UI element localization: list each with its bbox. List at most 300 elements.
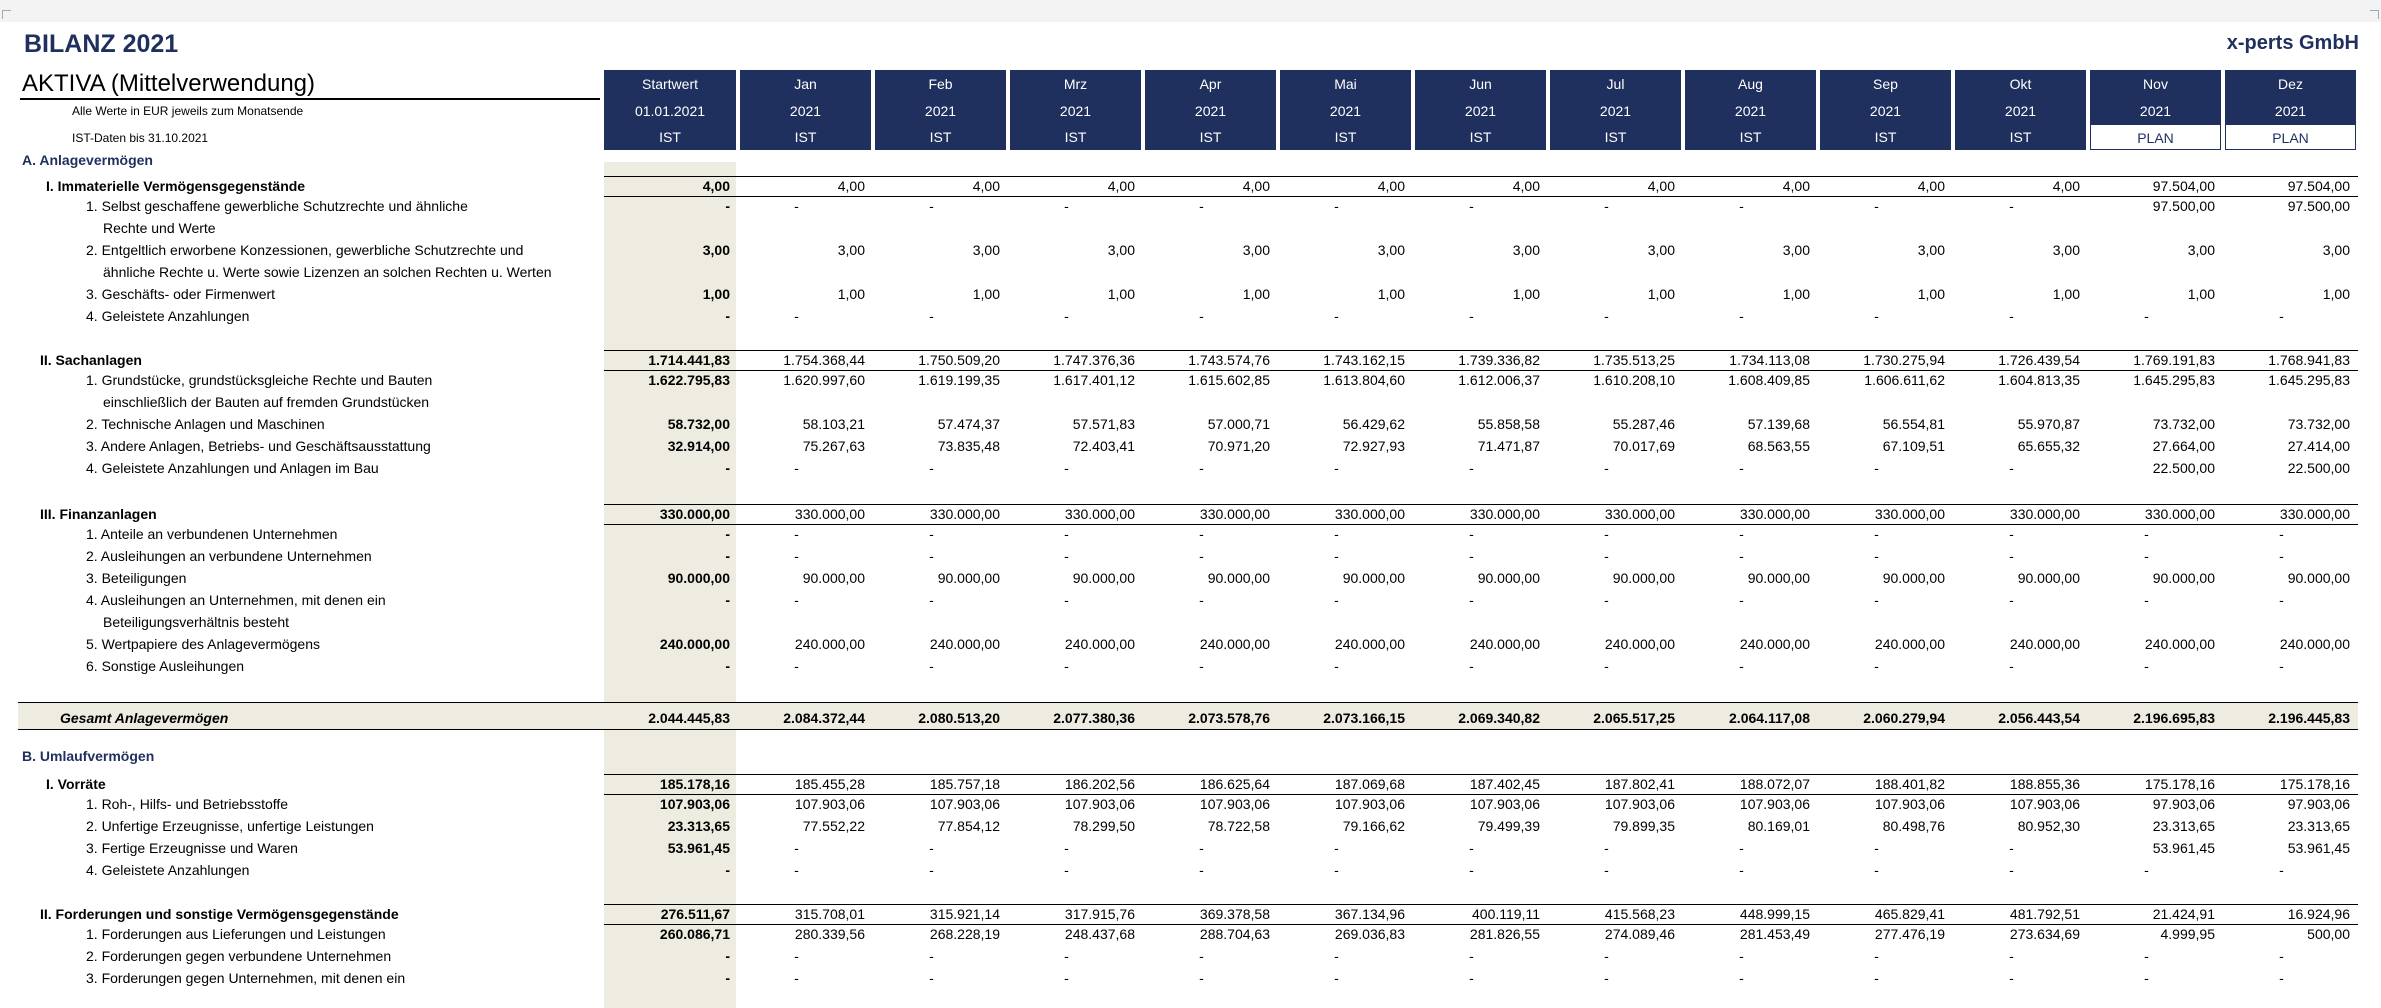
value-cell[interactable]: -: [1469, 198, 1474, 214]
value-cell[interactable]: -: [1874, 308, 1879, 324]
value-cell[interactable]: 240.000,00: [1604, 636, 1675, 652]
value-cell[interactable]: -: [1739, 948, 1744, 964]
value-cell[interactable]: -: [929, 658, 934, 674]
value-cell[interactable]: -: [1064, 592, 1069, 608]
value-cell[interactable]: 4,00: [1647, 178, 1675, 194]
value-cell[interactable]: 187.402,45: [1469, 776, 1540, 792]
value-cell[interactable]: 330.000,00: [659, 506, 730, 522]
value-cell[interactable]: 330.000,00: [929, 506, 1000, 522]
value-cell[interactable]: 1.620.997,60: [783, 372, 865, 388]
value-cell[interactable]: 240.000,00: [1739, 636, 1810, 652]
value-cell[interactable]: -: [1874, 948, 1879, 964]
value-cell[interactable]: 1.754.368,44: [783, 352, 865, 368]
value-cell[interactable]: 90.000,00: [1882, 570, 1945, 586]
value-cell[interactable]: 240.000,00: [929, 636, 1000, 652]
value-cell[interactable]: 107.903,06: [1334, 796, 1405, 812]
value-cell[interactable]: 77.854,12: [937, 818, 1000, 834]
value-cell[interactable]: 3,00: [972, 242, 1000, 258]
value-cell[interactable]: 1.730.275,94: [1863, 352, 1945, 368]
value-cell[interactable]: 1.750.509,20: [918, 352, 1000, 368]
value-cell[interactable]: -: [1874, 460, 1879, 476]
value-cell[interactable]: 57.571,83: [1072, 416, 1135, 432]
value-cell[interactable]: 240.000,00: [1199, 636, 1270, 652]
value-cell[interactable]: -: [1199, 658, 1204, 674]
value-cell[interactable]: -: [1874, 840, 1879, 856]
value-cell[interactable]: 4,00: [837, 178, 865, 194]
value-cell[interactable]: -: [1739, 862, 1744, 878]
value-cell[interactable]: -: [1874, 658, 1879, 674]
value-cell[interactable]: -: [1064, 198, 1069, 214]
value-cell[interactable]: -: [725, 308, 730, 324]
value-cell[interactable]: 3,00: [2187, 242, 2215, 258]
value-cell[interactable]: -: [1064, 548, 1069, 564]
value-cell[interactable]: -: [794, 592, 799, 608]
value-cell[interactable]: -: [1874, 526, 1879, 542]
value-cell[interactable]: -: [1739, 592, 1744, 608]
value-cell[interactable]: 188.072,07: [1739, 776, 1810, 792]
value-cell[interactable]: 330.000,00: [2279, 506, 2350, 522]
value-cell[interactable]: -: [929, 592, 934, 608]
value-cell[interactable]: 448.999,15: [1739, 906, 1810, 922]
value-cell[interactable]: -: [2009, 592, 2014, 608]
value-cell[interactable]: -: [1334, 198, 1339, 214]
value-cell[interactable]: 1,00: [2322, 286, 2350, 302]
value-cell[interactable]: 79.899,35: [1612, 818, 1675, 834]
value-cell[interactable]: 27.664,00: [2152, 438, 2215, 454]
value-cell[interactable]: 1,00: [2052, 286, 2080, 302]
value-cell[interactable]: 2.069.340,82: [1458, 710, 1540, 726]
value-cell[interactable]: -: [929, 308, 934, 324]
value-cell[interactable]: -: [1334, 460, 1339, 476]
value-cell[interactable]: 269.036,83: [1334, 926, 1405, 942]
value-cell[interactable]: 2.077.380,36: [1053, 710, 1135, 726]
value-cell[interactable]: 240.000,00: [2009, 636, 2080, 652]
value-cell[interactable]: 186.202,56: [1064, 776, 1135, 792]
value-cell[interactable]: 268.228,19: [929, 926, 1000, 942]
value-cell[interactable]: -: [1469, 460, 1474, 476]
value-cell[interactable]: -: [1064, 658, 1069, 674]
value-cell[interactable]: 56.554,81: [1882, 416, 1945, 432]
value-cell[interactable]: -: [1199, 840, 1204, 856]
value-cell[interactable]: 1.645.295,83: [2268, 372, 2350, 388]
value-cell[interactable]: 2.080.513,20: [918, 710, 1000, 726]
value-cell[interactable]: -: [2279, 526, 2284, 542]
value-cell[interactable]: 1.743.162,15: [1323, 352, 1405, 368]
value-cell[interactable]: 2.064.117,08: [1729, 710, 1810, 726]
value-cell[interactable]: 4,00: [1377, 178, 1405, 194]
value-cell[interactable]: 97.504,00: [2152, 178, 2215, 194]
value-cell[interactable]: 276.511,67: [660, 906, 730, 922]
value-cell[interactable]: 240.000,00: [2144, 636, 2215, 652]
value-cell[interactable]: 1,00: [837, 286, 865, 302]
value-cell[interactable]: 1.768.941,83: [2268, 352, 2350, 368]
value-cell[interactable]: 75.267,63: [802, 438, 865, 454]
value-cell[interactable]: 79.499,39: [1477, 818, 1540, 834]
value-cell[interactable]: 97.903,06: [2152, 796, 2215, 812]
value-cell[interactable]: 465.829,41: [1874, 906, 1945, 922]
value-cell[interactable]: 240.000,00: [1064, 636, 1135, 652]
value-cell[interactable]: -: [2279, 658, 2284, 674]
value-cell[interactable]: 22.500,00: [2287, 460, 2350, 476]
value-cell[interactable]: 188.855,36: [2009, 776, 2080, 792]
value-cell[interactable]: 1.612.006,37: [1458, 372, 1540, 388]
value-cell[interactable]: 1,00: [2187, 286, 2215, 302]
value-cell[interactable]: 55.287,46: [1612, 416, 1675, 432]
value-cell[interactable]: -: [929, 198, 934, 214]
value-cell[interactable]: 3,00: [1647, 242, 1675, 258]
value-cell[interactable]: 240.000,00: [1334, 636, 1405, 652]
value-cell[interactable]: 288.704,63: [1199, 926, 1270, 942]
value-cell[interactable]: -: [1874, 970, 1879, 986]
value-cell[interactable]: 55.858,58: [1477, 416, 1540, 432]
value-cell[interactable]: 369.378,58: [1199, 906, 1270, 922]
value-cell[interactable]: 53.961,45: [2152, 840, 2215, 856]
value-cell[interactable]: -: [794, 526, 799, 542]
value-cell[interactable]: -: [1064, 970, 1069, 986]
value-cell[interactable]: 175.178,16: [2144, 776, 2215, 792]
value-cell[interactable]: -: [1334, 526, 1339, 542]
value-cell[interactable]: 90.000,00: [1612, 570, 1675, 586]
value-cell[interactable]: 1.735.513,25: [1593, 352, 1675, 368]
value-cell[interactable]: -: [929, 862, 934, 878]
value-cell[interactable]: 78.299,50: [1072, 818, 1135, 834]
value-cell[interactable]: -: [929, 548, 934, 564]
value-cell[interactable]: -: [725, 862, 730, 878]
value-cell[interactable]: 277.476,19: [1874, 926, 1945, 942]
value-cell[interactable]: 187.069,68: [1334, 776, 1405, 792]
value-cell[interactable]: 1,00: [1242, 286, 1270, 302]
value-cell[interactable]: -: [2144, 526, 2149, 542]
value-cell[interactable]: 281.453,49: [1739, 926, 1810, 942]
value-cell[interactable]: 23.313,65: [667, 818, 730, 834]
value-cell[interactable]: 1,00: [1107, 286, 1135, 302]
value-cell[interactable]: -: [929, 840, 934, 856]
value-cell[interactable]: 330.000,00: [1874, 506, 1945, 522]
value-cell[interactable]: 317.915,76: [1064, 906, 1135, 922]
value-cell[interactable]: -: [1199, 526, 1204, 542]
value-cell[interactable]: 55.970,87: [2017, 416, 2080, 432]
value-cell[interactable]: 4,00: [1107, 178, 1135, 194]
value-cell[interactable]: -: [2009, 970, 2014, 986]
value-cell[interactable]: 1.714.441,83: [648, 352, 730, 368]
value-cell[interactable]: 58.103,21: [802, 416, 865, 432]
value-cell[interactable]: -: [1469, 548, 1474, 564]
value-cell[interactable]: 1.608.409,85: [1728, 372, 1810, 388]
value-cell[interactable]: 1,00: [1377, 286, 1405, 302]
value-cell[interactable]: 97.504,00: [2287, 178, 2350, 194]
value-cell[interactable]: 2.196.695,83: [2133, 710, 2215, 726]
value-cell[interactable]: -: [2279, 548, 2284, 564]
value-cell[interactable]: 330.000,00: [1739, 506, 1810, 522]
value-cell[interactable]: 280.339,56: [794, 926, 865, 942]
value-cell[interactable]: -: [1874, 198, 1879, 214]
value-cell[interactable]: -: [2144, 862, 2149, 878]
value-cell[interactable]: 1.615.602,85: [1188, 372, 1270, 388]
value-cell[interactable]: 248.437,68: [1064, 926, 1135, 942]
value-cell[interactable]: -: [1469, 658, 1474, 674]
value-cell[interactable]: 90.000,00: [1072, 570, 1135, 586]
value-cell[interactable]: -: [794, 970, 799, 986]
value-cell[interactable]: -: [794, 948, 799, 964]
value-cell[interactable]: -: [725, 948, 730, 964]
value-cell[interactable]: 400.119,11: [1472, 906, 1540, 922]
value-cell[interactable]: -: [794, 198, 799, 214]
value-cell[interactable]: 90.000,00: [937, 570, 1000, 586]
value-cell[interactable]: -: [1199, 970, 1204, 986]
value-cell[interactable]: -: [2144, 970, 2149, 986]
value-cell[interactable]: 80.169,01: [1747, 818, 1810, 834]
value-cell[interactable]: -: [1469, 970, 1474, 986]
value-cell[interactable]: -: [2144, 948, 2149, 964]
value-cell[interactable]: -: [2009, 460, 2014, 476]
value-cell[interactable]: 330.000,00: [1604, 506, 1675, 522]
value-cell[interactable]: 2.073.166,15: [1323, 710, 1405, 726]
value-cell[interactable]: -: [1199, 460, 1204, 476]
value-cell[interactable]: 240.000,00: [659, 636, 730, 652]
value-cell[interactable]: 1,00: [1647, 286, 1675, 302]
value-cell[interactable]: 240.000,00: [1469, 636, 1540, 652]
value-cell[interactable]: 90.000,00: [1477, 570, 1540, 586]
value-cell[interactable]: 500,00: [2307, 926, 2350, 942]
value-cell[interactable]: 90.000,00: [1207, 570, 1270, 586]
value-cell[interactable]: 4.999,95: [2160, 926, 2215, 942]
value-cell[interactable]: 2.084.372,44: [783, 710, 865, 726]
value-cell[interactable]: 107.903,06: [1874, 796, 1945, 812]
value-cell[interactable]: -: [1739, 548, 1744, 564]
value-cell[interactable]: -: [2009, 198, 2014, 214]
value-cell[interactable]: -: [1604, 548, 1609, 564]
value-cell[interactable]: -: [1064, 862, 1069, 878]
value-cell[interactable]: 80.952,30: [2017, 818, 2080, 834]
value-cell[interactable]: -: [2009, 948, 2014, 964]
value-cell[interactable]: 274.089,46: [1604, 926, 1675, 942]
value-cell[interactable]: 1.604.813,35: [1998, 372, 2080, 388]
value-cell[interactable]: 260.086,71: [659, 926, 730, 942]
value-cell[interactable]: 1.734.113,08: [1729, 352, 1810, 368]
value-cell[interactable]: -: [2144, 308, 2149, 324]
value-cell[interactable]: 53.961,45: [667, 840, 730, 856]
value-cell[interactable]: 56.429,62: [1342, 416, 1405, 432]
value-cell[interactable]: 90.000,00: [2152, 570, 2215, 586]
value-cell[interactable]: 73.732,00: [2152, 416, 2215, 432]
value-cell[interactable]: 273.634,69: [2009, 926, 2080, 942]
value-cell[interactable]: -: [1604, 948, 1609, 964]
value-cell[interactable]: -: [2279, 970, 2284, 986]
value-cell[interactable]: 3,00: [2052, 242, 2080, 258]
value-cell[interactable]: -: [1064, 526, 1069, 542]
value-cell[interactable]: 70.017,69: [1612, 438, 1675, 454]
value-cell[interactable]: -: [1334, 840, 1339, 856]
value-cell[interactable]: 73.835,48: [937, 438, 1000, 454]
value-cell[interactable]: -: [1874, 862, 1879, 878]
value-cell[interactable]: 1.606.611,62: [1864, 372, 1945, 388]
value-cell[interactable]: 107.903,06: [1604, 796, 1675, 812]
value-cell[interactable]: 1.645.295,83: [2133, 372, 2215, 388]
value-cell[interactable]: 3,00: [1107, 242, 1135, 258]
value-cell[interactable]: 315.708,01: [794, 906, 865, 922]
value-cell[interactable]: 22.500,00: [2152, 460, 2215, 476]
value-cell[interactable]: 71.471,87: [1477, 438, 1540, 454]
value-cell[interactable]: 3,00: [1917, 242, 1945, 258]
value-cell[interactable]: -: [794, 308, 799, 324]
value-cell[interactable]: 1.617.401,12: [1053, 372, 1135, 388]
value-cell[interactable]: -: [1739, 840, 1744, 856]
value-cell[interactable]: 281.826,55: [1469, 926, 1540, 942]
value-cell[interactable]: -: [1874, 548, 1879, 564]
value-cell[interactable]: 79.166,62: [1342, 818, 1405, 834]
value-cell[interactable]: 107.903,06: [659, 796, 730, 812]
value-cell[interactable]: -: [1199, 198, 1204, 214]
value-cell[interactable]: -: [794, 460, 799, 476]
value-cell[interactable]: -: [1469, 592, 1474, 608]
value-cell[interactable]: -: [1334, 970, 1339, 986]
value-cell[interactable]: 57.474,37: [937, 416, 1000, 432]
value-cell[interactable]: 4,00: [972, 178, 1000, 194]
value-cell[interactable]: -: [794, 548, 799, 564]
value-cell[interactable]: -: [2009, 658, 2014, 674]
value-cell[interactable]: 1,00: [1917, 286, 1945, 302]
value-cell[interactable]: 330.000,00: [1199, 506, 1270, 522]
value-cell[interactable]: 367.134,96: [1334, 906, 1405, 922]
value-cell[interactable]: 185.757,18: [929, 776, 1000, 792]
value-cell[interactable]: 97.500,00: [2152, 198, 2215, 214]
value-cell[interactable]: 90.000,00: [1342, 570, 1405, 586]
value-cell[interactable]: 1.619.199,35: [918, 372, 1000, 388]
value-cell[interactable]: 97.500,00: [2287, 198, 2350, 214]
value-cell[interactable]: -: [1604, 460, 1609, 476]
value-cell[interactable]: -: [1739, 526, 1744, 542]
value-cell[interactable]: -: [1604, 526, 1609, 542]
value-cell[interactable]: -: [1064, 840, 1069, 856]
value-cell[interactable]: -: [725, 658, 730, 674]
value-cell[interactable]: -: [929, 970, 934, 986]
value-cell[interactable]: 1,00: [1512, 286, 1540, 302]
value-cell[interactable]: -: [1064, 308, 1069, 324]
value-cell[interactable]: 107.903,06: [929, 796, 1000, 812]
value-cell[interactable]: -: [2279, 592, 2284, 608]
value-cell[interactable]: -: [725, 592, 730, 608]
value-cell[interactable]: 27.414,00: [2287, 438, 2350, 454]
value-cell[interactable]: 67.109,51: [1882, 438, 1945, 454]
value-cell[interactable]: -: [1334, 948, 1339, 964]
value-cell[interactable]: 2.065.517,25: [1593, 710, 1675, 726]
value-cell[interactable]: 186.625,64: [1199, 776, 1270, 792]
value-cell[interactable]: -: [2009, 526, 2014, 542]
value-cell[interactable]: 3,00: [2322, 242, 2350, 258]
value-cell[interactable]: 72.403,41: [1072, 438, 1135, 454]
value-cell[interactable]: 330.000,00: [1469, 506, 1540, 522]
value-cell[interactable]: 240.000,00: [794, 636, 865, 652]
value-cell[interactable]: -: [1604, 308, 1609, 324]
value-cell[interactable]: 330.000,00: [1064, 506, 1135, 522]
value-cell[interactable]: -: [725, 526, 730, 542]
value-cell[interactable]: 70.971,20: [1207, 438, 1270, 454]
value-cell[interactable]: 175.178,16: [2279, 776, 2350, 792]
value-cell[interactable]: 4,00: [2052, 178, 2080, 194]
value-cell[interactable]: 80.498,76: [1882, 818, 1945, 834]
value-cell[interactable]: -: [725, 548, 730, 564]
value-cell[interactable]: -: [1739, 308, 1744, 324]
value-cell[interactable]: 4,00: [1782, 178, 1810, 194]
value-cell[interactable]: 90.000,00: [2017, 570, 2080, 586]
value-cell[interactable]: -: [2009, 840, 2014, 856]
value-cell[interactable]: -: [2009, 308, 2014, 324]
value-cell[interactable]: -: [2009, 548, 2014, 564]
value-cell[interactable]: -: [1334, 548, 1339, 564]
value-cell[interactable]: -: [929, 526, 934, 542]
value-cell[interactable]: -: [1739, 658, 1744, 674]
value-cell[interactable]: -: [1469, 526, 1474, 542]
value-cell[interactable]: -: [929, 460, 934, 476]
value-cell[interactable]: 32.914,00: [667, 438, 730, 454]
value-cell[interactable]: 481.792,51: [2009, 906, 2080, 922]
value-cell[interactable]: 330.000,00: [1334, 506, 1405, 522]
value-cell[interactable]: 3,00: [1782, 242, 1810, 258]
value-cell[interactable]: -: [1739, 198, 1744, 214]
value-cell[interactable]: 4,00: [1512, 178, 1540, 194]
value-cell[interactable]: -: [1199, 862, 1204, 878]
value-cell[interactable]: -: [1739, 970, 1744, 986]
value-cell[interactable]: -: [2009, 862, 2014, 878]
value-cell[interactable]: -: [1064, 948, 1069, 964]
value-cell[interactable]: -: [1334, 308, 1339, 324]
value-cell[interactable]: 1,00: [1782, 286, 1810, 302]
value-cell[interactable]: -: [1199, 548, 1204, 564]
value-cell[interactable]: 107.903,06: [1469, 796, 1540, 812]
value-cell[interactable]: 68.563,55: [1747, 438, 1810, 454]
value-cell[interactable]: 1.613.804,60: [1323, 372, 1405, 388]
value-cell[interactable]: 53.961,45: [2287, 840, 2350, 856]
value-cell[interactable]: -: [1604, 658, 1609, 674]
value-cell[interactable]: -: [1604, 840, 1609, 856]
value-cell[interactable]: -: [1604, 970, 1609, 986]
value-cell[interactable]: 77.552,22: [802, 818, 865, 834]
value-cell[interactable]: 330.000,00: [794, 506, 865, 522]
value-cell[interactable]: 1.726.439,54: [1998, 352, 2080, 368]
value-cell[interactable]: -: [725, 460, 730, 476]
value-cell[interactable]: 107.903,06: [1739, 796, 1810, 812]
value-cell[interactable]: -: [2279, 308, 2284, 324]
value-cell[interactable]: 2.056.443,54: [1998, 710, 2080, 726]
value-cell[interactable]: 415.568,23: [1604, 906, 1675, 922]
value-cell[interactable]: -: [725, 970, 730, 986]
value-cell[interactable]: 4,00: [1917, 178, 1945, 194]
value-cell[interactable]: 1,00: [972, 286, 1000, 302]
value-cell[interactable]: -: [794, 658, 799, 674]
value-cell[interactable]: 240.000,00: [1874, 636, 1945, 652]
value-cell[interactable]: 3,00: [702, 242, 730, 258]
value-cell[interactable]: 57.139,68: [1747, 416, 1810, 432]
value-cell[interactable]: -: [2279, 862, 2284, 878]
value-cell[interactable]: -: [2279, 948, 2284, 964]
value-cell[interactable]: -: [1739, 460, 1744, 476]
value-cell[interactable]: -: [1604, 198, 1609, 214]
value-cell[interactable]: 185.178,16: [659, 776, 730, 792]
value-cell[interactable]: -: [1334, 592, 1339, 608]
value-cell[interactable]: 3,00: [1242, 242, 1270, 258]
value-cell[interactable]: 90.000,00: [802, 570, 865, 586]
value-cell[interactable]: 240.000,00: [2279, 636, 2350, 652]
value-cell[interactable]: 1,00: [702, 286, 730, 302]
value-cell[interactable]: 1.769.191,83: [2133, 352, 2215, 368]
value-cell[interactable]: 107.903,06: [794, 796, 865, 812]
value-cell[interactable]: 187.802,41: [1604, 776, 1675, 792]
value-cell[interactable]: 73.732,00: [2287, 416, 2350, 432]
value-cell[interactable]: 1.610.208,10: [1593, 372, 1675, 388]
value-cell[interactable]: -: [1199, 592, 1204, 608]
value-cell[interactable]: -: [2144, 658, 2149, 674]
value-cell[interactable]: 23.313,65: [2152, 818, 2215, 834]
